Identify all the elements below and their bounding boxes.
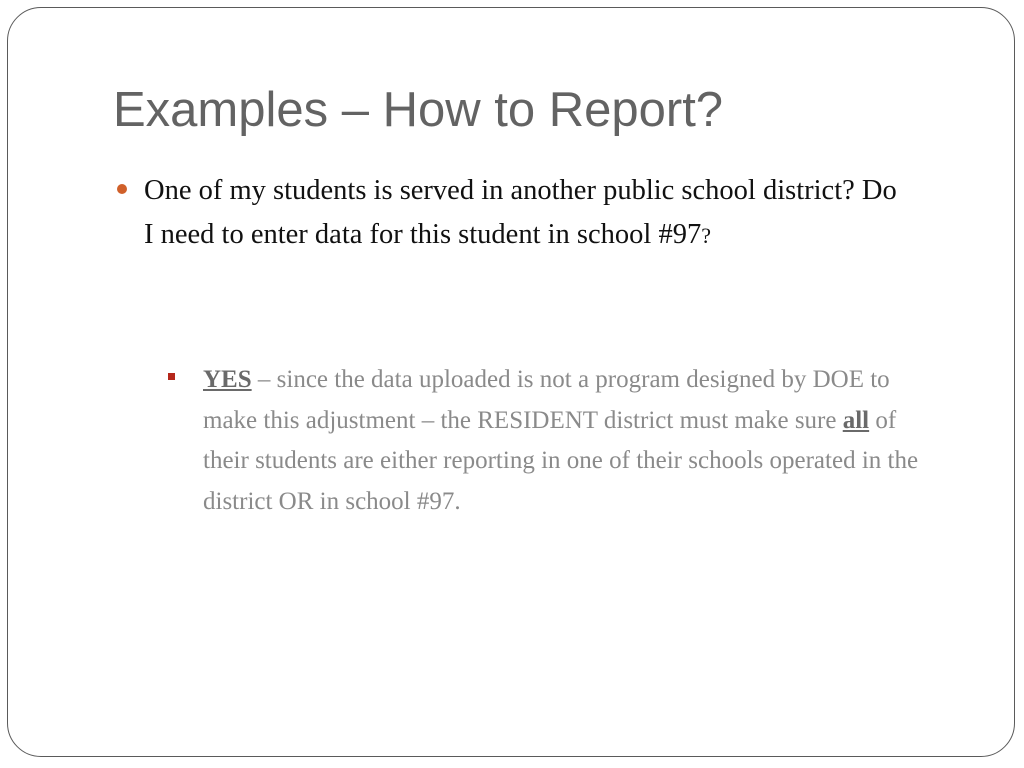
bullet-question-text: One of my students is served in another public school district? Do I need to enter data for this student in school #97 xyxy=(144,175,897,250)
bullet-text xyxy=(144,169,913,258)
square-bullet-icon xyxy=(168,373,175,380)
bullet-item-question xyxy=(113,169,913,258)
slide-title: Examples – How to Report? xyxy=(113,83,724,137)
sub-bullet-text xyxy=(203,360,946,522)
answer-text-part-1: – since the data uploaded is not a program designed by DOE to make this adjustment – the RESIDENT district must make sure xyxy=(203,366,890,434)
bullet-question-end-mark: ? xyxy=(701,223,711,248)
sub-bullet-item-answer xyxy=(166,360,946,522)
round-bullet-icon xyxy=(117,184,127,194)
answer-yes-emphasis: YES xyxy=(203,366,252,393)
answer-text-part-2: of their students are either reporting in one of their schools operated in the district OR in school #97. xyxy=(203,406,919,515)
answer-all-emphasis: all xyxy=(842,406,870,434)
